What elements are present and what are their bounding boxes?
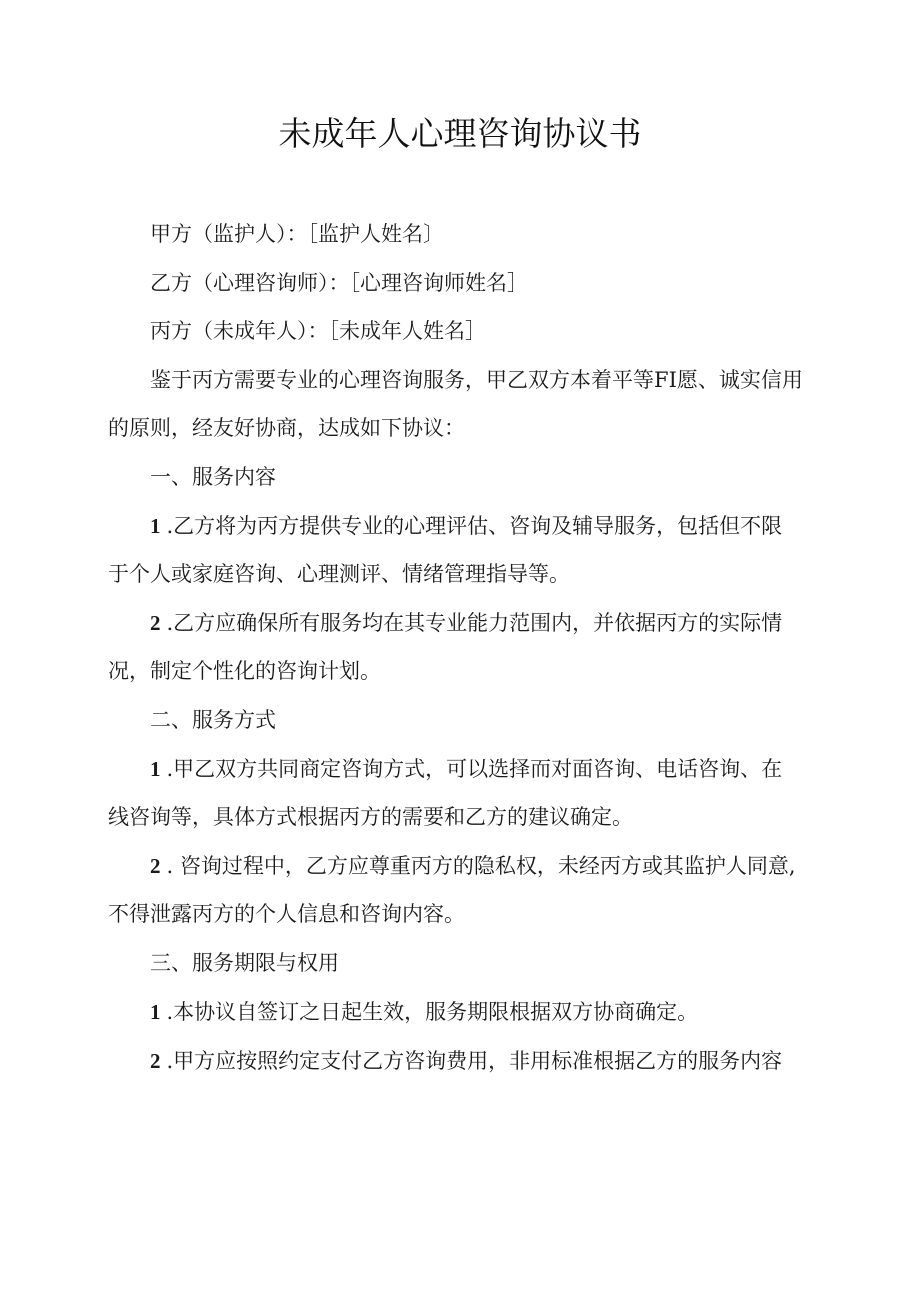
clause-number: 2 [150,611,161,635]
clause-1-2-line-1 [150,608,870,638]
party-b-line: 乙方（心理咨询师）：［心理咨询师姓名］ [150,271,528,295]
clause-number: 1 [150,514,161,538]
party-c-line: 丙方（未成年人）：［未成年人姓名］ [150,319,486,343]
clause-number: 1 [150,1000,161,1024]
clause-1-1-line-2: 于个人或家庭咨询、心理测评、情绪管理指导等。 [108,562,570,586]
section-heading-service-method: 二、服务方式 [150,708,276,732]
section-heading-service-content: 一、服务内容 [150,465,276,489]
clause-text: .本协议自签订之日起生效，服务期限根据双方协商确定。 [166,1000,699,1024]
clause-1-1-line-1 [150,511,870,541]
clause-number: 2 [150,854,161,878]
clause-1-2-line-2: 况，制定个性化的咨询计划。 [108,659,381,683]
clause-text: .乙方将为丙方提供专业的心理评估、咨询及辅导服务，包括但不限 [166,514,783,538]
clause-2-2-line-1 [150,851,870,881]
clause-text: . 咨询过程中，乙方应尊重丙方的隐私权，未经丙方或其监护人同意, [166,854,796,878]
preamble-line-2: 的原则，经友好协商，达成如下协议： [108,416,465,440]
clause-number: 1 [150,757,161,781]
party-a-line: 甲方（监护人）：［监护人姓名〕 [150,222,444,246]
clause-text: .乙方应确保所有服务均在其专业能力范围内，并依据丙方的实际情 [166,611,783,635]
section-heading-term-and-fees: 三、服务期限与权用 [150,951,339,975]
preamble-line-1: 鉴于丙方需要专业的心理咨询服务，甲乙双方本着平等FI愿、诚实信用 [150,368,803,392]
clause-number: 2 [150,1049,161,1073]
clause-2-1-line-2: 线咨询等，具体方式根据丙方的需要和乙方的建议确定。 [108,805,633,829]
clause-2-1-line-1 [150,754,870,784]
clause-2-2-line-2: 不得泄露丙方的个人信息和咨询内容。 [108,902,465,926]
clause-text: .甲方应按照约定支付乙方咨询费用，非用标准根据乙方的服务内容 [166,1049,783,1073]
clause-3-2-line-1 [150,1046,870,1076]
clause-3-1-line-1 [150,997,870,1027]
document-title: 未成年人心理咨询协议书 [278,114,642,153]
clause-text: .甲乙双方共同商定咨询方式，可以选择而对面咨询、电话咨询、在 [166,757,783,781]
